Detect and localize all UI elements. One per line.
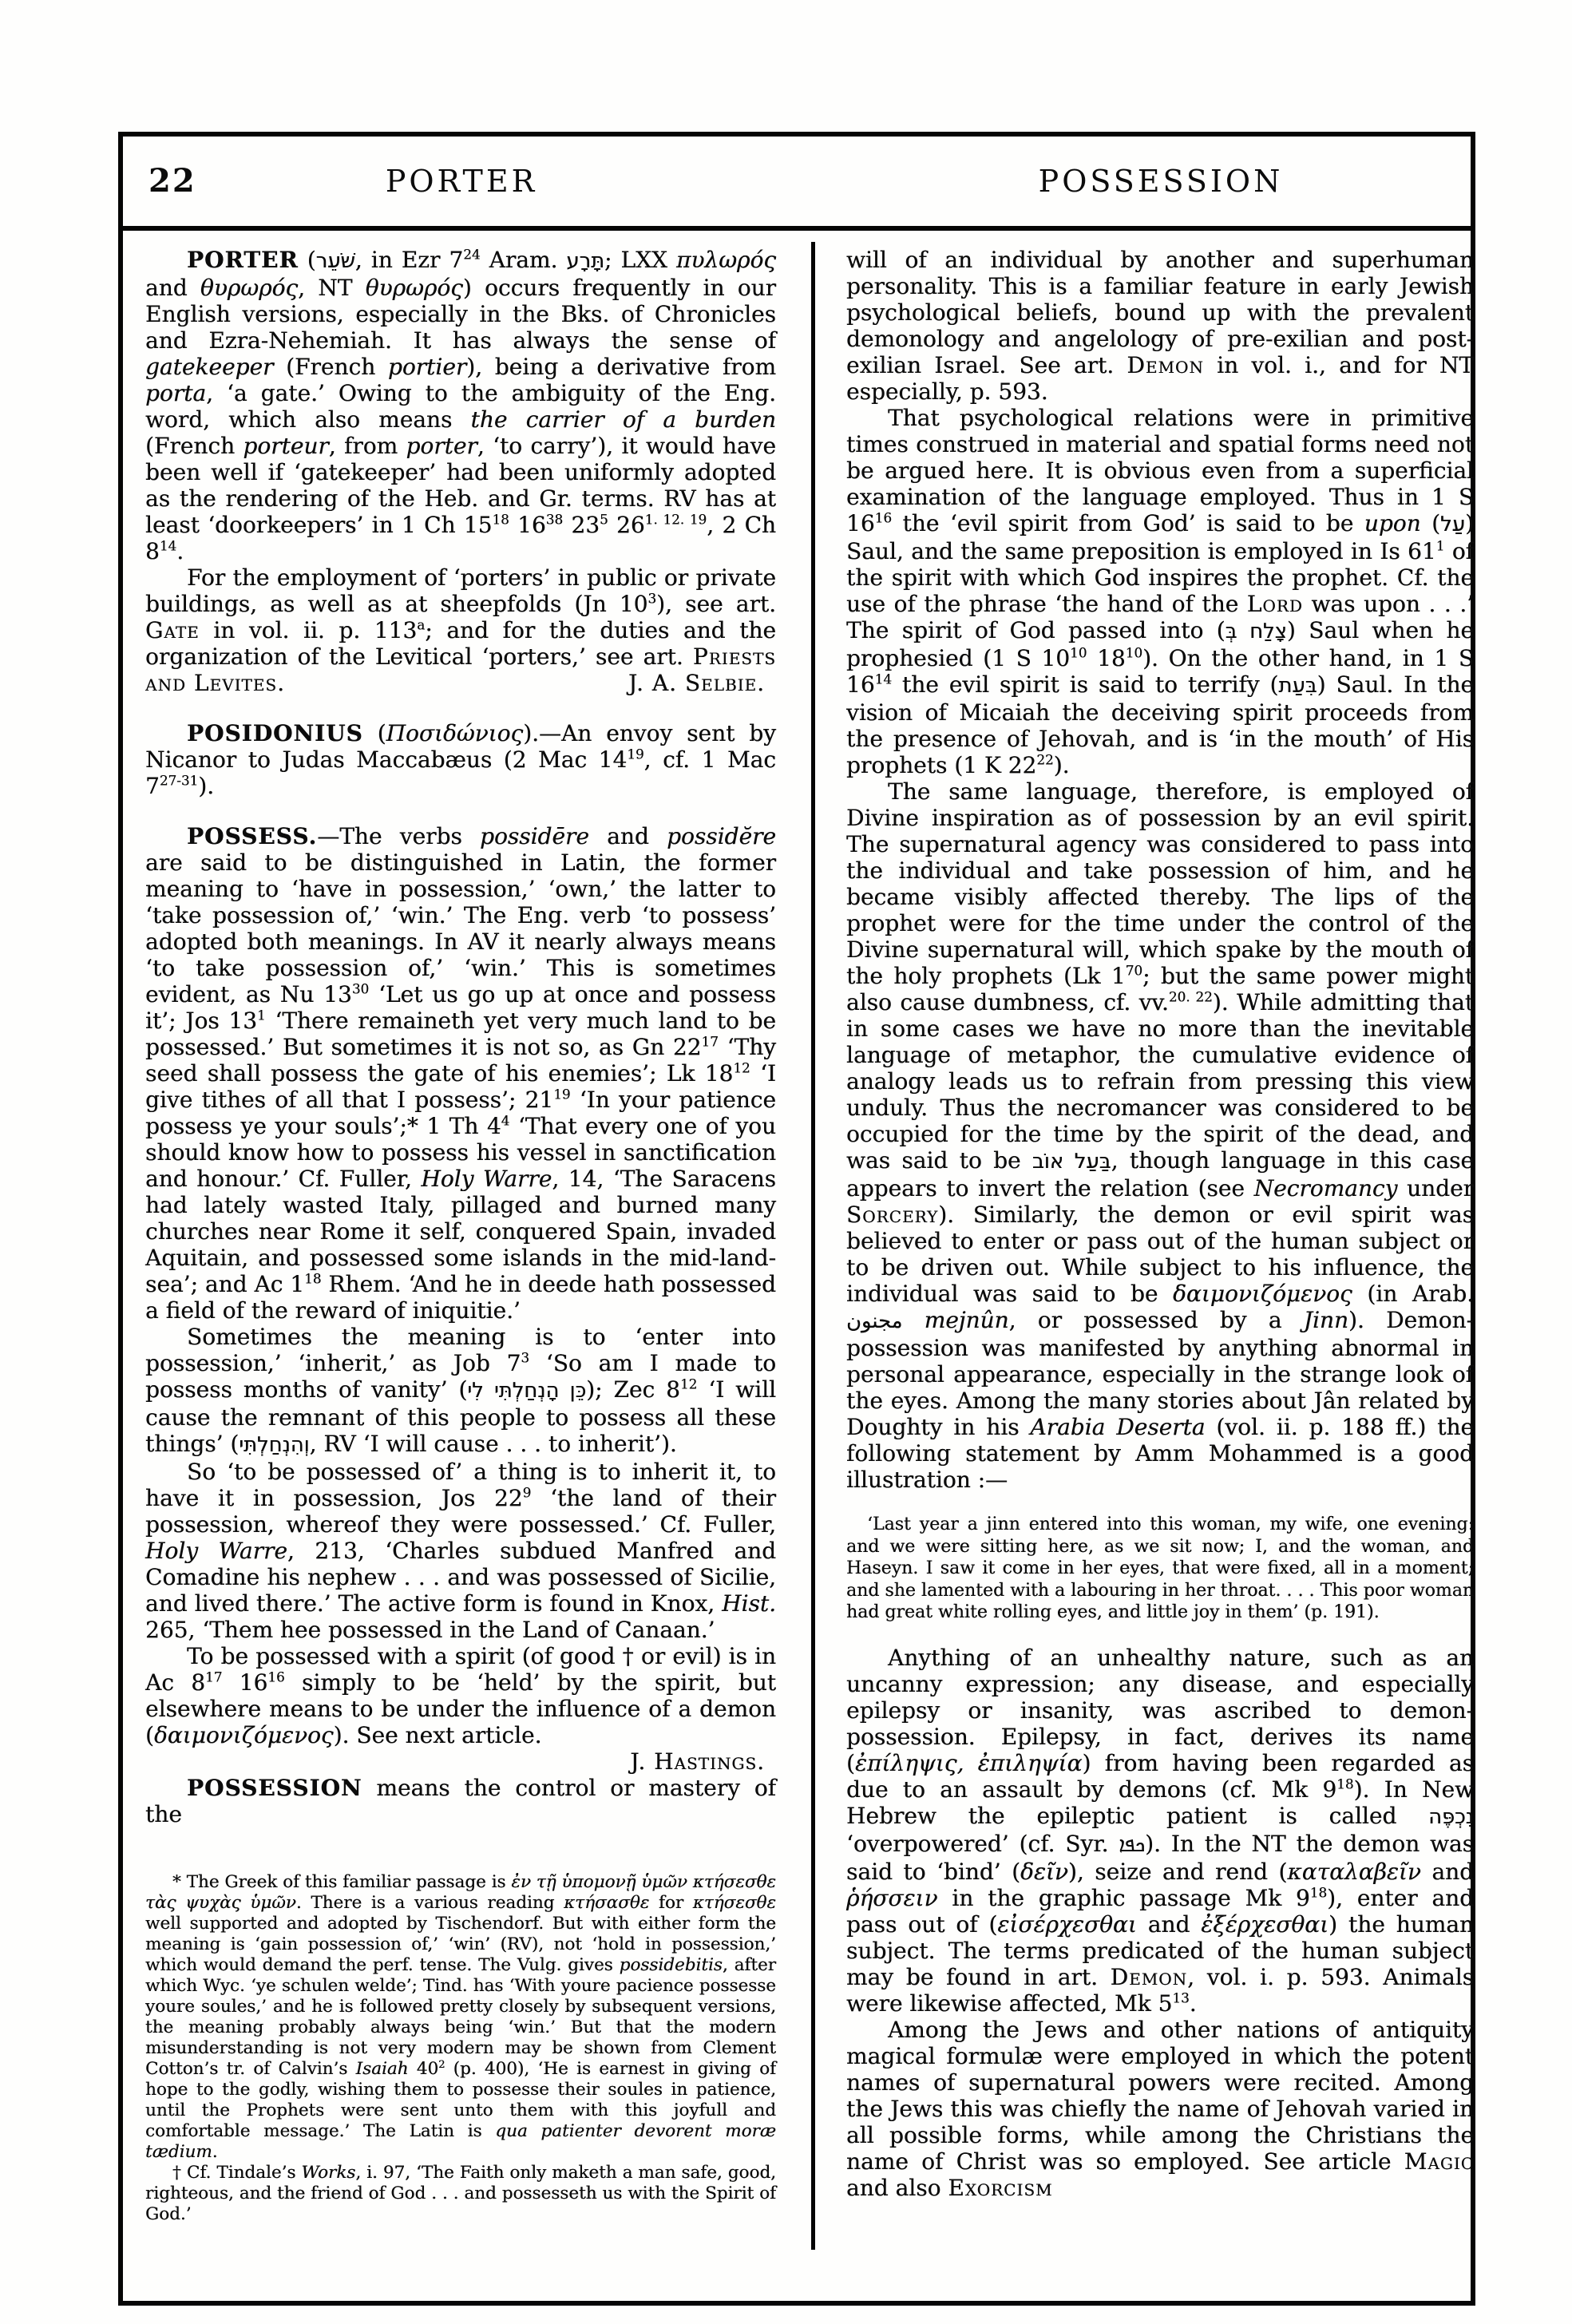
- left-column: [145, 247, 776, 2225]
- running-head-right: POSSESSION: [1038, 164, 1284, 199]
- signature-hastings: J. Hastings.: [630, 1748, 765, 1775]
- entry-possess-para-3: So ‘to be possessed of’ a thing is to inherit it, to have it in possession, Jos $22^9$ ‘the land of their possession, whereof they were possessed.’ Cf. Fuller, Holy Warre, 213, ‘Charles subdued Manfred and Comadine his nephew . . . and was possessed of Sicilie, and lived there.’ The active form is found in Knox, Hist. 265, ‘Them hee possessed in the Land of Canaan.’: [145, 1459, 776, 1643]
- header-rule: [121, 226, 1472, 231]
- entry-possess-para-1: POSSESS.—The verbs possidēre and possidĕre are said to be distinguished in Latin, the former meaning to ‘have in possession,’ ‘own,’ the latter to ‘take possession of,’ ‘win.’ The Eng. verb ‘to possess’ adopted both meanings. In AV it nearly always means ‘to take possession of,’ ‘win.’ This is sometimes evident, as Nu $13^{30}$ ‘Let us go up at once and possess it’; Jos $13^1$ ‘There remaineth yet very much land to be possessed.’ But sometimes it is not so, as Gn $22^{17}$ ‘Thy seed shall possess the gate of his enemies’; Lk $18^{12}$ ‘I give tithes of all that I possess’; $21^{19}$ ‘In your patience possess ye your souls’;* 1 Th $4^4$ ‘That every one of you should know how to possess his vessel in sanctification and honour.’ Cf. Fuller, Holy Warre, 14, ‘The Saracens had lately wasted Italy, pillaged and burned many churches near Rome it self, conquered Spain, invaded Aquitain, and possessed some islands in the mid-land-sea’; and Ac $1^{18}$ Rhem. ‘And he in deede hath possessed a field of the reward of iniquitie.’: [145, 823, 777, 1324]
- entry-possess-para-4: To be possessed with a spirit (of good † or evil) is in Ac $8^{17}$ $16^{16}$ simply to be ‘held’ by the spirit, but elsewhere means to be under the influence of a demon (δαιμονιζόμενος). See next article.: [145, 1643, 776, 1748]
- running-head-left: PORTER: [385, 164, 538, 199]
- entry-posidonius-para: POSIDONIUS (Ποσιδώνιος).—An envoy sent by Nicanor to Judas Maccabæus (2 Mac $14^{19}$, cf. 1 Mac 7$^{27-31}$).: [145, 720, 776, 799]
- entry-porter-para-2: For the employment of ‘porters’ in public or private buildings, as well as at sheepfolds (Jn $10^3$), see art. Gate in vol. ii. p. 113$^a$; and for the duties and the organization of the Levitical ‘porters,’ see art. Priests and Levites.: [145, 564, 776, 696]
- footnote-dagger: † Cf. Tindale’s Works, i. 97, ‘The Faith only maketh a man safe, good, righteous, and the friend of God . . . and possesseth us with the Spirit of God.’: [145, 2163, 776, 2224]
- entry-possession-continuation: will of an individual by another and superhuman personality. This is a familiar feature in early Jewish psychological beliefs, bound up with the prevalent demonology and angelology of pre-exilian and post-exilian Israel. See art. Demon in vol. i., and for NT especially, p. 593.: [846, 247, 1474, 405]
- signature-selbie: J. A. Selbie.: [628, 670, 765, 696]
- quote-amm-mohammed: ‘Last year a jinn entered into this woman, my wife, one evening: and we were sitting here, as we sit now; I, and the woman, and Haseyn. I saw it come in her eyes, that were fixed, all in a moment; and she lamented with a labouring in her throat. . . . This poor woman had great white rolling eyes, and little joy in them’ (p. 191).: [846, 1514, 1474, 1622]
- page-number: 22: [148, 162, 196, 200]
- entry-possession-para-2: That psychological relations were in primitive times construed in material and spatial forms need not be argued here. It is obvious even from a superficial examination of the language employed. Thus in 1 S $16^{16}$ the ‘evil spirit from God’ is said to be upon (עַל) Saul, and the same preposition is employed in Is $61^1$ of the spirit with which God inspires the prophet. Cf. the use of the phrase ‘the hand of the Lord was upon . . .’ The spirit of God passed into (צָלַח בְּ) Saul when he prophesied (1 S $10^{10}$ $18^{10}$). On the other hand, in 1 S $16^{14}$ the evil spirit is said to terrify (בִּעַת) Saul. In the vision of Micaiah the deceiving spirit proceeds from the presence of Jehovah, and is ‘in the mouth’ of His prophets (1 K $22^{22}$).: [846, 405, 1475, 778]
- footnote-asterisk: * The Greek of this familiar passage is ἐν τῇ ὑπομονῇ ὑμῶν κτήσεσθε τὰς ψυχὰς ὑμῶν. There is a various reading κτήσασθε for κτήσεσθε well supported and adopted by Tischendorf. But with either form the meaning is ‘gain possession of,’ ‘win’ (RV), not ‘hold in possession,’ which would demand the perf. tense. The Vulg. gives possidebitis, after which Wyc. ‘ye schulen welde’; Tind. has ‘With youre pacience possesse youre soules,’ and he is followed pretty closely by subsequent versions, the meaning probably always being ‘win.’ But that the modern misunderstanding is not very modern may be shown from Clement Cotton’s tr. of Calvin’s Isaiah $40^2$ (p. 400), ‘He is earnest in giving of hope to the godly, wishing them to possesse their soules in patience, until the Prophets were sent unto them with this joyfull and comfortable message.’ The Latin is qua patienter devorent moræ tædium.: [145, 1872, 777, 2162]
- entry-possession-para-5: Among the Jews and other nations of antiquity magical formulæ were employed in which the potent names of supernatural powers were recited. Among the Jews this was chiefly the name of Jehovah varied in all possible forms, while among the Christians the name of Christ was so employed. See article Magic and also Exorcism: [846, 2016, 1474, 2201]
- page-frame: [118, 132, 1475, 2306]
- right-column: [846, 247, 1474, 2201]
- entry-possession-first-line: POSSESSION means the control or mastery of the: [145, 1775, 776, 1827]
- entry-porter-para-1: PORTER (שֹׁעֵר, in Ezr $7^{24}$ Aram. תָּרָע; LXX πυλωρός and θυρωρός, NT θυρωρός) occurs frequently in our English versions, especially in the Bks. of Chronicles and Ezra-Nehemiah. It has always the sense of gatekeeper (French portier), being a derivative from porta, ‘a gate.’ Owing to the ambiguity of the Eng. word, which also means the carrier of a burden (French porteur, from porter, ‘to carry’), it would have been well if ‘gatekeeper’ had been uniformly adopted as the rendering of the Heb. and Gr. terms. RV has at least ‘doorkeepers’ in 1 Ch $15^{18}$ $16^{38}$ $23^5$ $26^{1. 12. 19}$, 2 Ch $8^{14}$.: [145, 246, 777, 564]
- entry-possession-para-4: Anything of an unhealthy nature, such as an uncanny expression; any disease, and especially epilepsy or insanity, was ascribed to demon-possession. Epilepsy, in fact, derives its name (ἐπίληψις, ἐπιληψία) from having been regarded as due to an assault by demons (cf. Mk $9^{18}$). In New Hebrew the epileptic patient is called נִכְפֶּה ‘overpowered’ (cf. Syr. ܟܦܐ). In the NT the demon was said to ‘bind’ (δεῖν), seize and rend (καταλαβεῖν and ῥήσσειν in the graphic passage Mk $9^{18}$), enter and pass out of (εἰσέρχεσθαι and ἐξέρχεσθαι) the human subject. The terms predicated of the human subject may be found in art. Demon, vol. i. p. 593. Animals were likewise affected, Mk $5^{13}$.: [846, 1644, 1475, 2017]
- entry-possess-para-2: Sometimes the meaning is to ‘enter into possession,’ ‘inherit,’ as Job $7^3$ ‘So am I made to possess months of vanity’ (כֵּן הָנְחַלְתִּי לִי); Zec $8^{12}$ ‘I will cause the remnant of this people to possess all these things’ (וְהִנְחַלְתִּי, RV ‘I will cause . . . to inherit’).: [145, 1324, 776, 1457]
- entry-possession-para-3: The same language, therefore, is employed of Divine inspiration as of possession by an evil spirit. The supernatural agency was considered to pass into the individual and take possession of him, and he became visibly affected thereby. The lips of the prophet were for the time under the control of the Divine supernatural will, which spake by the mouth of the holy prophets (Lk $1^{70}$; but the same power might also cause dumbness, cf. vv.$^{20. 22}$). While admitting that in some cases we have no more than the inevitable language of metaphor, the cumulative evidence of analogy leads us to refrain from pressing this view unduly. Thus the necromancer was considered to be occupied for the time by the spirit of the dead, and was said to be בַּעַל אוֹב, though language in this case appears to invert the relation (see Necromancy under Sorcery). Similarly, the demon or evil spirit was believed to enter or pass out of the human subject or to be driven out. While subject to his influence, the individual was said to be δαιμονιζόμενος (in Arab. مجنون mejnûn, or possessed by a Jinn). Demon-possession was manifested by anything abnormal in personal appearance, especially in the strange look of the eyes. Among the many stories about Jân related by Doughty in his Arabia Deserta (vol. ii. p. 188 ff.) the following statement by Amm Mohammed is a good illustration :—: [846, 778, 1475, 1493]
- column-divider: [811, 242, 815, 2250]
